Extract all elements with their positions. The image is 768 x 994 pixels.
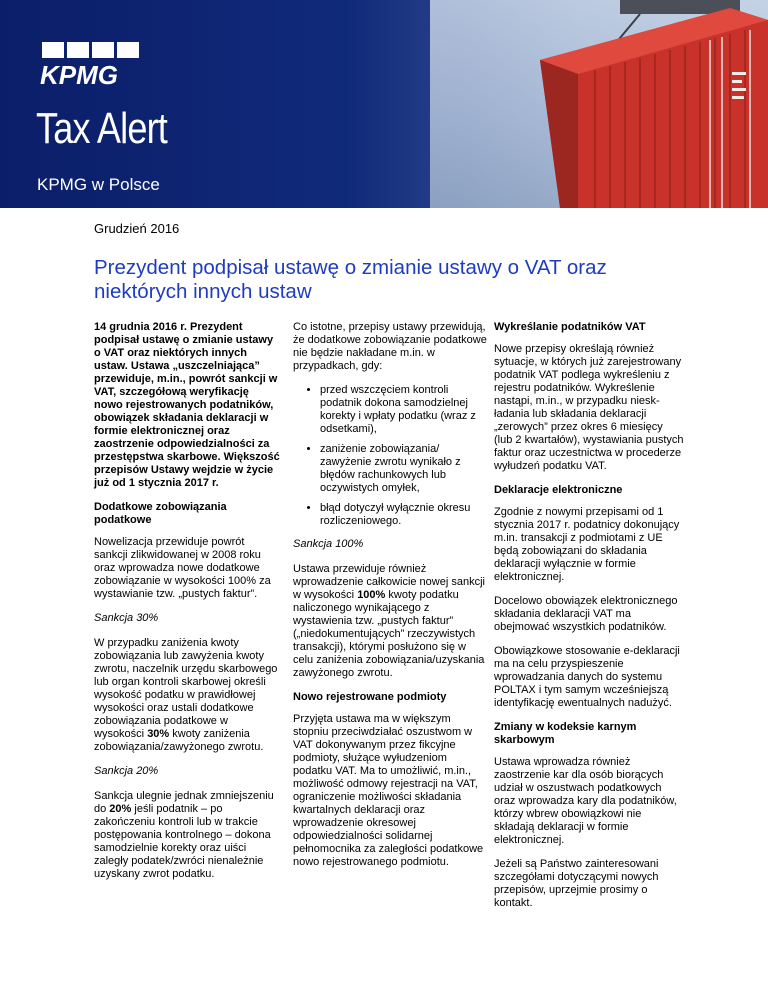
article-headline: Prezydent podpisał ustawę o zmianie ustawy o VAT oraz niektórych innych ustaw — [94, 256, 607, 303]
list-item: • przed wszczęciem kontroli podatnik dokona samodzielnej korekty i wpłaty podatku (wraz z odsetkami), — [320, 384, 489, 436]
paragraph: W przypadku zaniżenia kwoty zobowiązania lub zawyżenia kwoty zwrotu, naczelnik urzędu skarbowego lub organ kontroli skarbowej określi wysokość podatku w prawidłowej wysokości oraz ustali dodatkowe zobowiązania podatkowe w wysokości 30% kwoty zaniżenia zobowiązania/zawyżonego zwrotu. — [94, 637, 278, 753]
section-heading: Zmiany w kodeksie karnym skarbowym — [494, 721, 637, 746]
section-heading: Dodatkowe zobowiązania podatkowe — [94, 501, 227, 526]
newsletter-subtitle: KPMG w Polsce — [37, 175, 160, 194]
subheading-sankcja-30: Sankcja 30% — [94, 612, 159, 624]
column-2 — [293, 321, 489, 880]
paragraph: Ustawa wprowadza również zaostrzenie kar dla osób biorących udział w oszustwach podatkowych oraz wprowadza kary dla podatników, którzy wbrew obowiązkowi nie składają deklaracji w formie elektronicznej. — [494, 756, 677, 846]
header-banner — [0, 0, 768, 208]
shipping-container-image — [500, 0, 768, 208]
column-3 — [494, 321, 684, 921]
lead-paragraph: 14 grudnia 2016 r. Prezydent podpisał ustawę o zmianie ustawy o VAT oraz niektórych innych ustaw. Ustawa „uszczelniająca” przewiduje, m.in., powrót sankcji w VAT, szczegółową weryfikację nowo rejestrowanych podatników, obowiązek składania deklaracji w formie elektronicznej oraz zaostrzenie odpowiedzialności za przestępstwa skarbowe. Większość przepisów Ustawy wejdzie w życie już od 1 stycznia 2017 r. — [94, 321, 280, 489]
paragraph: Ustawa przewiduje również wprowadzenie całkowicie nowej sankcji w wysokości 100% kwoty podatku naliczonego wynikającego z wystawienia tzw. „pustych faktur” („niedokumentujących” rzeczywistych transakcji), którymi posłużono się w celu zaniżenia zobowiązania/uzyskania zawyżonego zwrotu. — [293, 563, 485, 679]
newsletter-title: Tax Alert — [36, 104, 167, 153]
paragraph: Zgodnie z nowymi przepisami od 1 stycznia 2017 r. podatnicy dokonujący m.in. transakcji z podmiotami z UE będą zobowiązani do składania deklaracji wyłącznie w formie elektronicznej. — [494, 506, 680, 583]
section-heading: Deklaracje elektroniczne — [494, 484, 623, 496]
exceptions-list — [293, 384, 489, 528]
list-item: • zaniżenie zobowiązania/ zawyżenie zwrotu wynikało z błędów rachunkowych lub oczywistych omyłek, — [320, 443, 489, 495]
kpmg-logo — [40, 42, 139, 88]
paragraph: Nowe przepisy określają również sytuacje, w których już zarejestrowany podatnik VAT podlega wykreśleniu z rejestru podatników. Wykreślenie nastąpi, m.in., w przypadku nieskładania lub składania deklaracji „zerowych” przez okres 6 miesięcy (lub 2 kwartałów), wystawiania pustych faktur oraz uczestnictwa w procederze wyłudzeń podatku VAT. — [494, 343, 684, 472]
paragraph: Docelowo obowiązek elektronicznego składania deklaracji VAT ma obejmować wszystkich podatników. — [494, 595, 678, 633]
section-heading: Nowo rejestrowane podmioty — [293, 691, 447, 703]
kpmg-logo-text: KPMG — [40, 60, 118, 90]
paragraph: Co istotne, przepisy ustawy przewidują, że dodatkowe zobowiązanie podatkowe nie będzie nakładane m.in. w przypadkach, gdy: — [293, 321, 487, 372]
paragraph: Jeżeli są Państwo zainteresowani szczegółami dotyczącymi nowych przepisów, uprzejmie prosimy o kontakt. — [494, 858, 659, 909]
kpmg-logo-boxes — [42, 42, 139, 58]
paragraph: Przyjęta ustawa ma w większym stopniu przeciwdziałać oszustwom w VAT dokonywanym przez fikcyjne podmioty, służące wyłudzeniom podatku VAT. Ma to umożliwić, m.in., możliwość odmowy rejestracji na VAT, ograniczenie możliwości składania kwartalnych deklaracji oraz wprowadzenie okresowej odpowiedzialności solidarnej pełnomocnika za zaległości podatkowe nowo rejestrowanego podmiotu. — [293, 713, 484, 868]
column-1 — [94, 321, 280, 892]
paragraph: Sankcja ulegnie jednak zmniejszeniu do 20% jeśli podatnik – po zakończeniu kontroli lub w trakcie postępowania kontrolnego – dokona samodzielnie korekty oraz uiści zaległy podatek/zwróci nienależnie uzyskany zwrot podatku. — [94, 790, 274, 880]
paragraph: Obowiązkowe stosowanie e-deklaracji ma na celu przyspieszenie wprowadzania danych do systemu POLTAX i tym samym wcześniejszą identyfikację ewentualnych nadużyć. — [494, 645, 680, 709]
subheading-sankcja-100: Sankcja 100% — [293, 538, 364, 550]
section-heading: Wykreślanie podatników VAT — [494, 321, 646, 333]
paragraph: Nowelizacja przewiduje powrót sankcji zlikwidowanej w 2008 roku oraz wprowadza nowe dodatkowe zobowiązanie w wysokości 100% za wystawianie tzw. „pustych faktur”. — [94, 536, 271, 600]
issue-date: Grudzień 2016 — [94, 221, 180, 236]
subheading-sankcja-20: Sankcja 20% — [94, 765, 159, 777]
list-item: • błąd dotyczył wyłącznie okresu rozliczeniowego. — [320, 502, 489, 528]
